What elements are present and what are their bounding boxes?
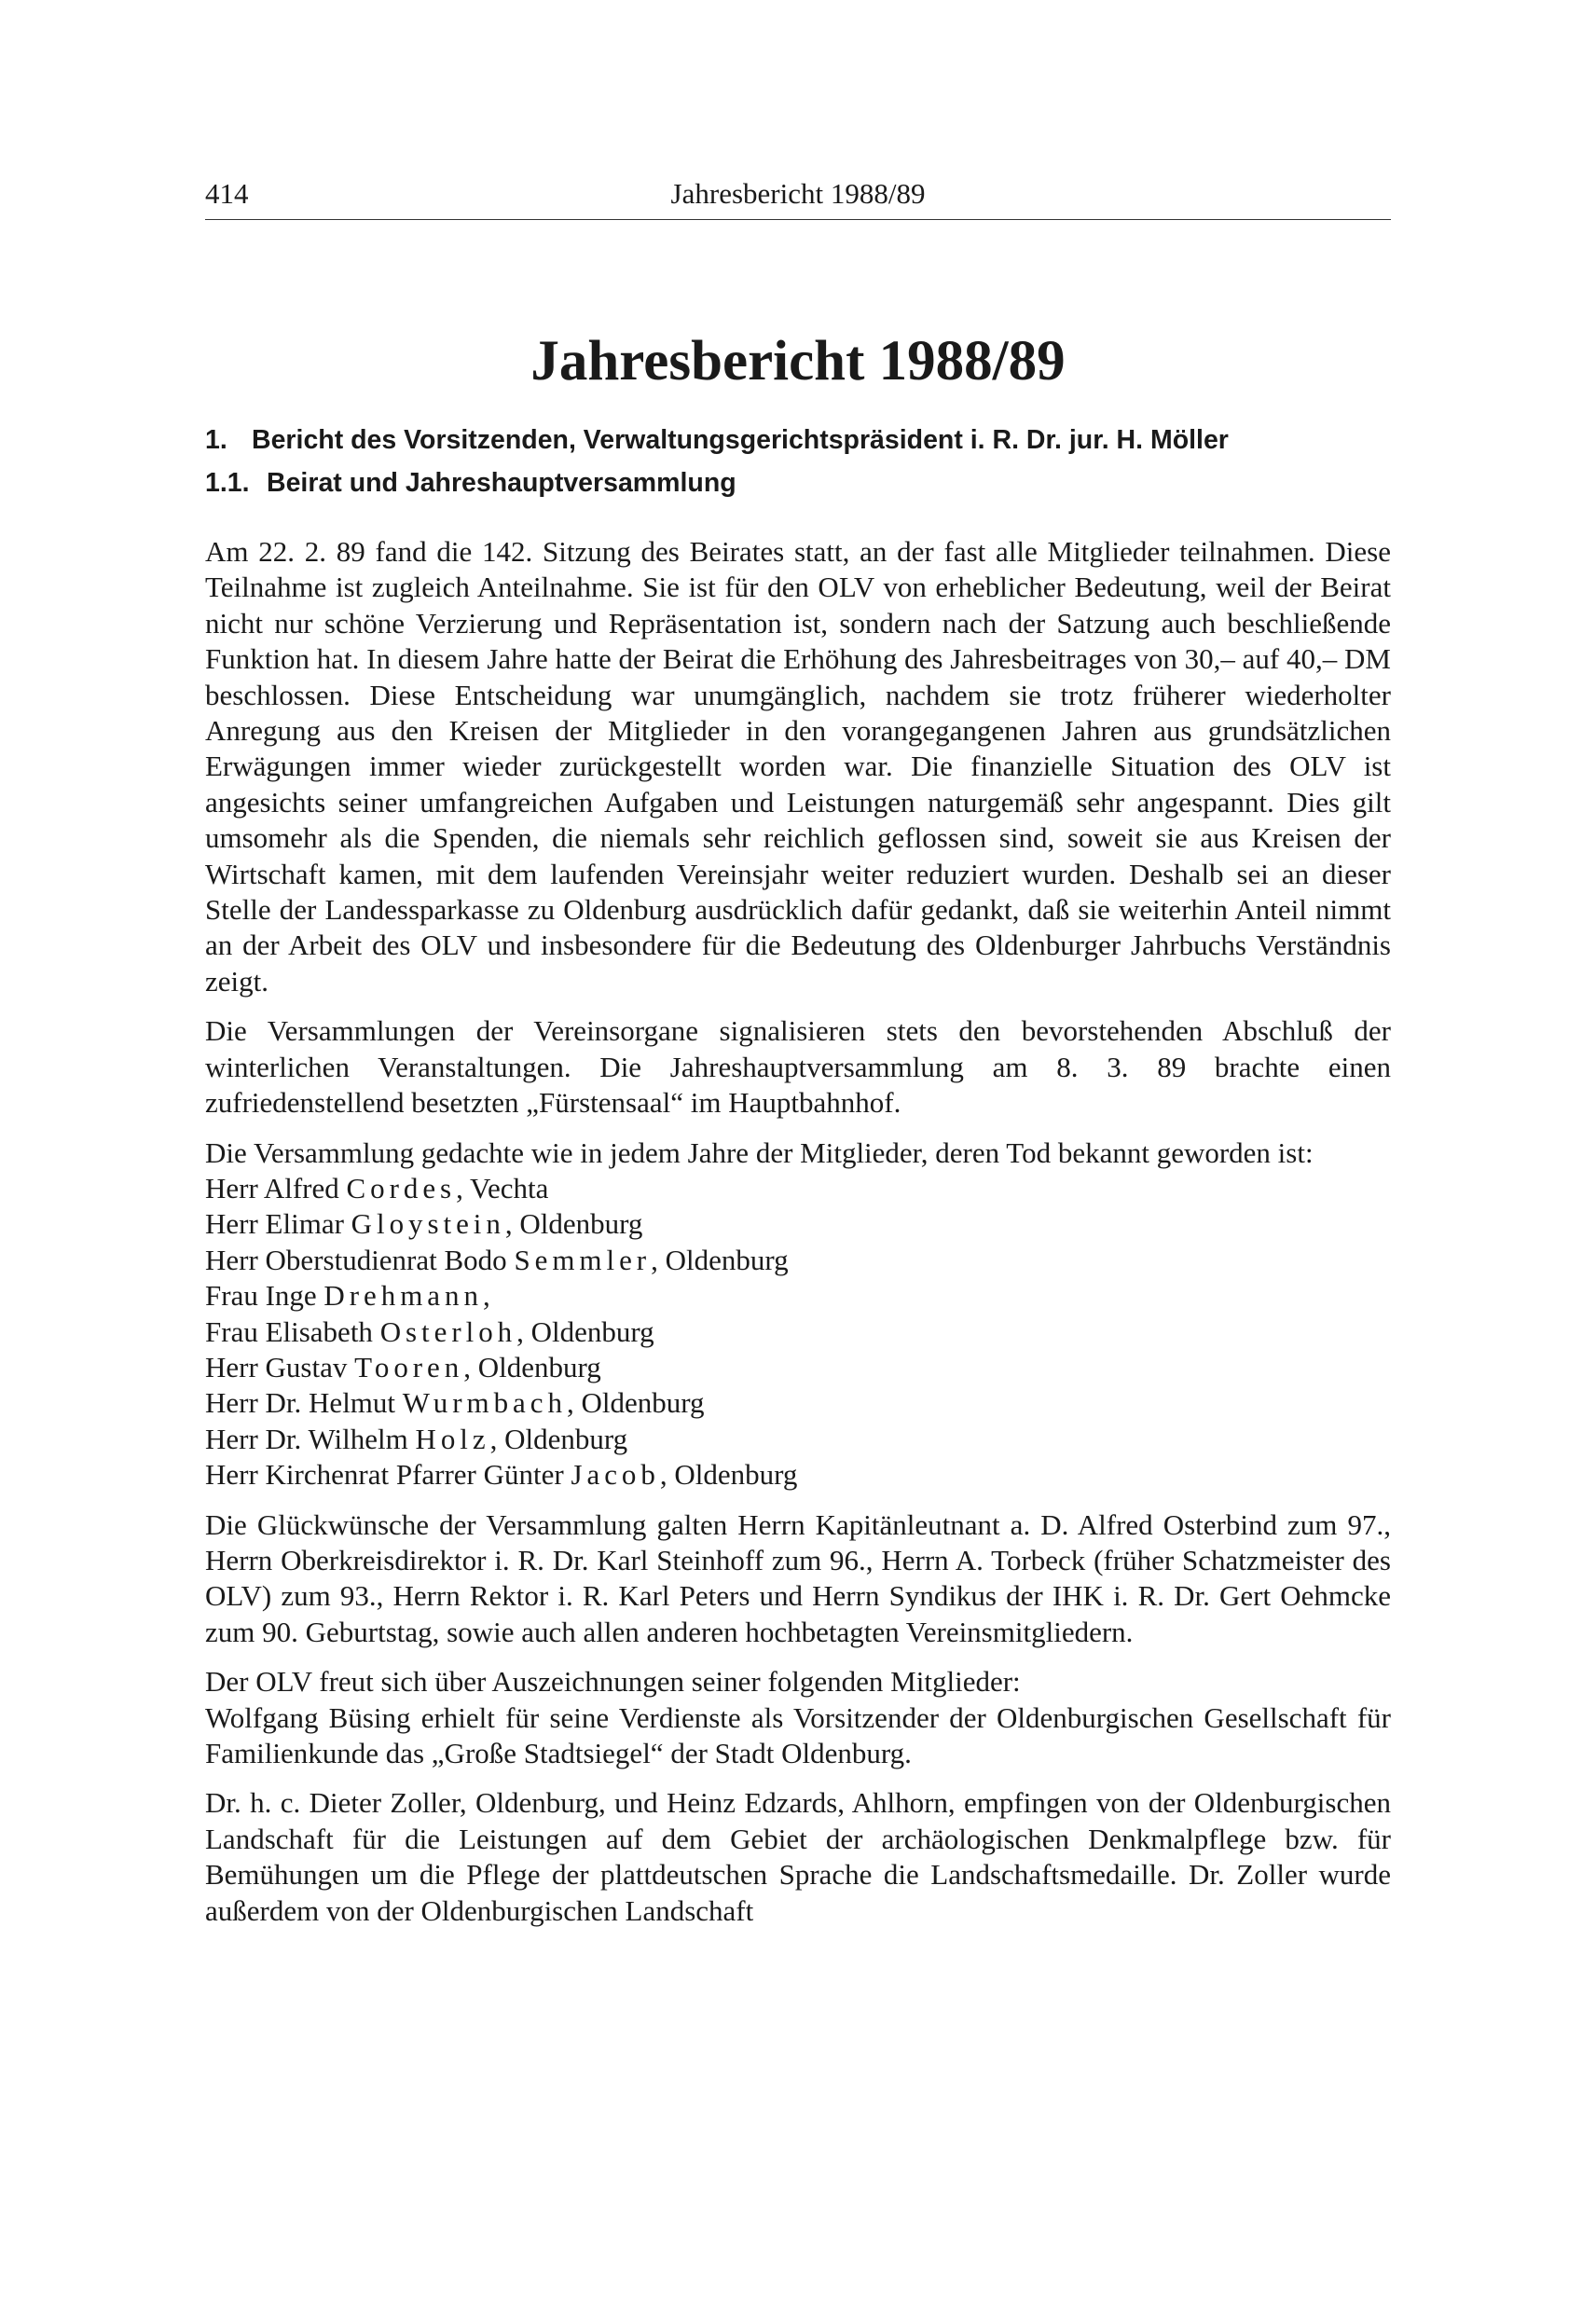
running-title: Jahresbericht 1988/89 [670, 177, 926, 210]
section-heading [205, 419, 1391, 461]
name-suffix: , Vechta [456, 1171, 549, 1204]
section-title: Bericht des Vorsitzenden, Verwaltungsgerichtspräsident i. R. Dr. jur. H. Möller [252, 425, 1229, 455]
name-prefix: Herr Oberstudienrat Bodo [205, 1243, 515, 1276]
name-suffix: , Oldenburg [566, 1386, 705, 1420]
surname: Wurmbach [402, 1386, 567, 1420]
list-item [205, 1457, 1391, 1493]
subsection-title: Beirat und Jahreshauptversammlung [267, 468, 736, 498]
list-item [205, 1385, 1391, 1421]
name-suffix: , Oldenburg [651, 1243, 789, 1276]
list-item [205, 1350, 1391, 1385]
name-suffix: , Oldenburg [489, 1422, 628, 1455]
surname: Tooren [354, 1350, 464, 1383]
name-suffix: , Oldenburg [659, 1458, 798, 1492]
surname: Drehmann [323, 1279, 483, 1313]
body-text [205, 534, 1391, 1929]
paragraph: Dr. h. c. Dieter Zoller, Oldenburg, und Heinz Edzards, Ahlhorn, empfingen von der Oldenburgischen Landschaft für die Leistungen auf dem Gebiet der archäologischen Denkmalpflege bzw. für Bemühungen um die Pflege der plattdeutschen Sprache die Landschaftsmedaille. Dr. Zoller wurde außerdem von der Oldenburgischen Landschaft [205, 1786, 1391, 1927]
page-number: 414 [205, 177, 249, 210]
name-suffix: , Oldenburg [516, 1314, 654, 1348]
list-item [205, 1206, 1391, 1242]
surname: Jacob [571, 1458, 660, 1492]
name-suffix: , Oldenburg [504, 1207, 643, 1241]
list-item [205, 1171, 1391, 1206]
paragraph: Die Versammlung gedachte wie in jedem Jahre der Mitglieder, deren Tod bekannt geworden ist: [205, 1135, 1314, 1169]
name-suffix: , Oldenburg [463, 1350, 601, 1383]
list-item [205, 1278, 1391, 1314]
name-prefix: Herr Kirchenrat Pfarrer Günter [205, 1458, 571, 1492]
surname: Cordes [346, 1171, 457, 1204]
name-prefix: Herr Dr. Wilhelm [205, 1422, 416, 1455]
paragraph: Die Versammlungen der Vereinsorgane signalisieren stets den bevorstehenden Abschluß der winterlichen Veranstaltungen. Die Jahreshauptversammlung am 8. 3. 89 brachte einen zufriedenstellend besetzten „Fürstensaal“ im Hauptbahnhof. [205, 1014, 1391, 1120]
paragraph: Die Glückwünsche der Versammlung galten Herrn Kapitänleutnant a. D. Alfred Osterbind zum 97., Herrn Oberkreisdirektor i. R. Dr. Karl Steinhoff zum 96., Herrn A. Torbeck (früher Schatzmeister des OLV) zum 93., Herrn Rektor i. R. Karl Peters und Herrn Syndikus der IHK i. R. Dr. Gert Oehmcke zum 90. Geburtstag, sowie auch allen anderen hochbetagten Vereinsmitgliedern. [205, 1507, 1391, 1648]
section-number: 1. [205, 425, 227, 455]
name-prefix: Herr Gustav [205, 1350, 355, 1383]
surname: Semmler [514, 1243, 652, 1276]
list-item [205, 1422, 1391, 1457]
list-item [205, 1243, 1391, 1278]
name-prefix: Herr Alfred [205, 1171, 347, 1204]
running-header [205, 171, 1391, 217]
paragraph: Wolfgang Büsing erhielt für seine Verdienste als Vorsitzender der Oldenburgischen Gesellschaft für Familienkunde das „Große Stadtsiegel“ der Stadt Oldenburg. [205, 1700, 1391, 1769]
name-suffix: , [482, 1279, 490, 1313]
name-prefix: Herr Elimar [205, 1207, 351, 1241]
subsection-number: 1.1. [205, 468, 250, 498]
list-item [205, 1314, 1391, 1350]
name-prefix: Frau Elisabeth [205, 1314, 380, 1348]
header-rule [205, 219, 1391, 220]
paragraph: Der OLV freut sich über Auszeichnungen seiner folgenden Mitglieder: [205, 1665, 1021, 1699]
name-prefix: Herr Dr. Helmut [205, 1386, 403, 1420]
subsection-heading [205, 461, 1391, 504]
surname: Holz [415, 1422, 490, 1455]
paragraph: Am 22. 2. 89 fand die 142. Sitzung des Beirates statt, an der fast alle Mitglieder teilnahmen. Diese Teilnahme ist zugleich Anteilnahme. Sie ist für den OLV von erheblicher Bedeutung, weil der Beirat nicht nur schöne Verzierung und Repräsentation ist, sondern nach der Satzung auch beschließende Funktion hat. In diesem Jahre hatte der Beirat die Erhöhung des Jahresbeitrages von 30,– auf 40,– DM beschlossen. Diese Entscheidung war unumgänglich, nachdem sie trotz früherer wiederholter Anregung aus den Kreisen der Mitglieder in den vorangegangenen Jahren aus grundsätzlichen Erwägungen immer wieder zurückgestellt worden war. Die finanzielle Situation des OLV ist angesichts seiner umfangreichen Aufgaben und Leistungen naturgemäß sehr angespannt. Dies gilt umsomehr als die Spenden, die niemals sehr reichlich geflossen sind, soweit sie aus Kreisen der Wirtschaft kamen, mit dem laufenden Vereinsjahr weiter reduziert wurden. Deshalb sei an dieser Stelle der Landessparkasse zu Oldenburg ausdrücklich dafür gedankt, daß sie weiterhin Anteil nimmt an der Arbeit des OLV und insbesondere für die Bedeutung des Oldenburger Jahrbuchs Verständnis zeigt. [205, 535, 1391, 998]
name-prefix: Frau Inge [205, 1279, 324, 1313]
page-title: Jahresbericht 1988/89 [530, 330, 1066, 392]
section-headings [205, 419, 1391, 504]
surname: Gloystein [351, 1207, 505, 1241]
surname: Osterloh [379, 1314, 517, 1348]
deceased-list [205, 1171, 1391, 1493]
